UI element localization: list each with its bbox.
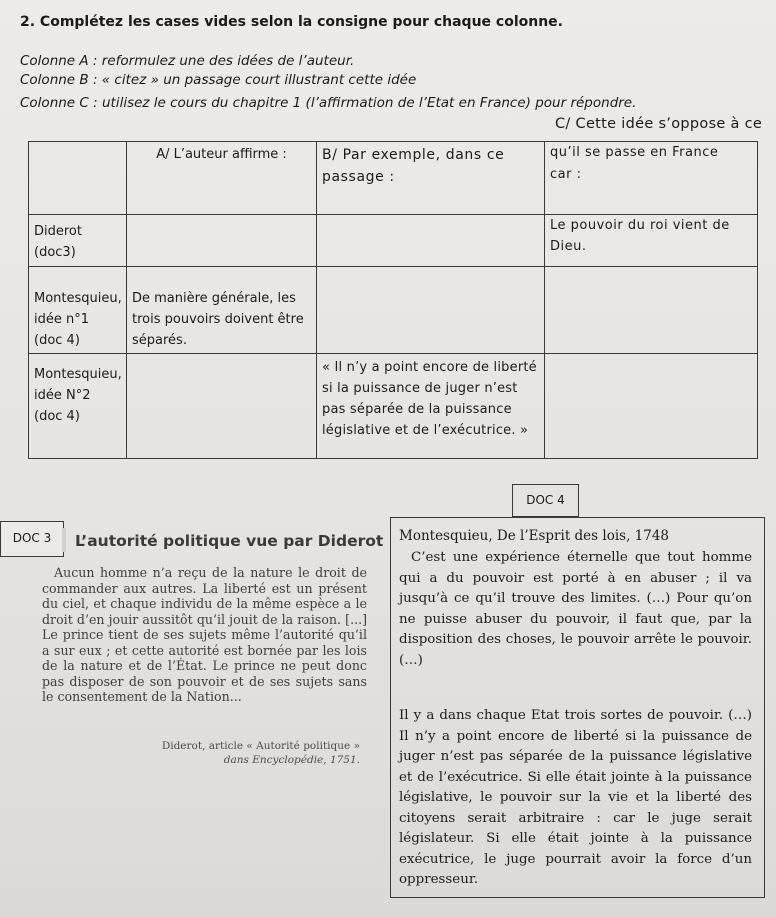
question-instruction: 2. Complétez les cases vides selon la consigne pour chaque colonne. (20, 14, 563, 30)
corner-cell (29, 142, 127, 215)
doc3-source (120, 739, 360, 767)
cell-diderot-b[interactable] (317, 215, 545, 267)
header-col-c (545, 142, 758, 215)
row-label-montesquieu-2: Montesquieu, idée N°2 (doc 4) (29, 354, 127, 459)
header-c-top-line: C/ Cette idée s’oppose à ce (555, 116, 763, 132)
column-c-instruction: Colonne C : utilisez le cours du chapitre 1 (l’affirmation de l’Etat en France) pour répondre. (20, 95, 637, 111)
header-col-b: B/ Par exemple, dans ce passage : (317, 142, 545, 215)
header-c-line: qu’il se passe en France (550, 145, 719, 160)
cell-c-line: Le pouvoir du roi vient de (550, 218, 730, 233)
cell-montesquieu-1-c[interactable] (545, 267, 758, 354)
doc3-label: DOC 3 (0, 521, 64, 557)
header-col-a: A/ L’auteur affirme : (127, 142, 317, 215)
doc3-source-line: dans Encyclopédie, 1751. (223, 754, 360, 766)
cell-montesquieu-2-a[interactable] (127, 354, 317, 459)
cell-montesquieu-1-a[interactable]: De manière générale, les trois pouvoirs doivent être séparés. (127, 267, 317, 354)
cell-diderot-c[interactable] (545, 215, 758, 267)
header-c-line: car : (550, 167, 582, 182)
cell-montesquieu-1-b[interactable] (317, 267, 545, 354)
row-label-montesquieu-1: Montesquieu, idée n°1 (doc 4) (29, 267, 127, 354)
doc4-heading: Montesquieu, De l’Esprit des lois, 1748 (399, 528, 670, 544)
doc4-label: DOC 4 (512, 484, 579, 517)
column-a-instruction: Colonne A : reformulez une des idées de l’auteur. (20, 53, 355, 69)
doc3-title-marker (62, 528, 66, 552)
doc4-paragraph-2: Il y a dans chaque Etat trois sortes de pouvoir. (…) Il n’y a point encore de liberté si la puissance de juger n’est pas séparée de la puissance législative et de l’exécutrice. Si elle était jointe à la puissance législative, le pouvoir sur la vie et la liberté des citoyens serait arbitraire : car le juge serait législateur. Si elle était jointe à la puissance exécutrice, le juge pourrait avoir la force d’un oppresseur. (399, 708, 752, 887)
doc3-text (42, 565, 367, 705)
cell-montesquieu-2-b[interactable]: « Il n’y a point encore de liberté si la puissance de juger n’est pas séparée de la puissance législative et de l’exécutrice. » (317, 354, 545, 459)
row-label-diderot: Diderot (doc3) (29, 215, 127, 267)
doc3-paragraph: Aucun homme n’a reçu de la nature le droit de commander aux autres. La liberté est un présent du ciel, et chaque individu de la même espèce a le droit d’en jouir aussitôt qu’il jouit de la raison. [...] Le prince tient de ses sujets même l’autorité qu’il a sur eux ; et cette autorité est bornée par les lois de la nature et de l’État. Le prince ne peut donc pas disposer de son pouvoir et de ses sujets sans le consentement de la Nation... (42, 565, 367, 704)
doc3-title: L’autorité politique vue par Diderot (75, 532, 384, 550)
doc4-paragraph-1: C’est une expérience éternelle que tout homme qui a du pouvoir est porté à en abuser ; il va jusqu’à ce qu’il trouve des limites. (…) Pour qu’on ne puisse abuser du pouvoir, il faut que, par la disposition des choses, le pouvoir arrête le pouvoir. (…) (399, 550, 752, 668)
column-b-instruction: Colonne B : « citez » un passage court illustrant cette idée (20, 72, 417, 88)
answer-table (28, 141, 758, 459)
doc3-source-line: Diderot, article « Autorité politique » (161, 740, 360, 752)
cell-diderot-a[interactable] (127, 215, 317, 267)
cell-montesquieu-2-c[interactable] (545, 354, 758, 459)
cell-c-line: Dieu. (550, 239, 587, 254)
